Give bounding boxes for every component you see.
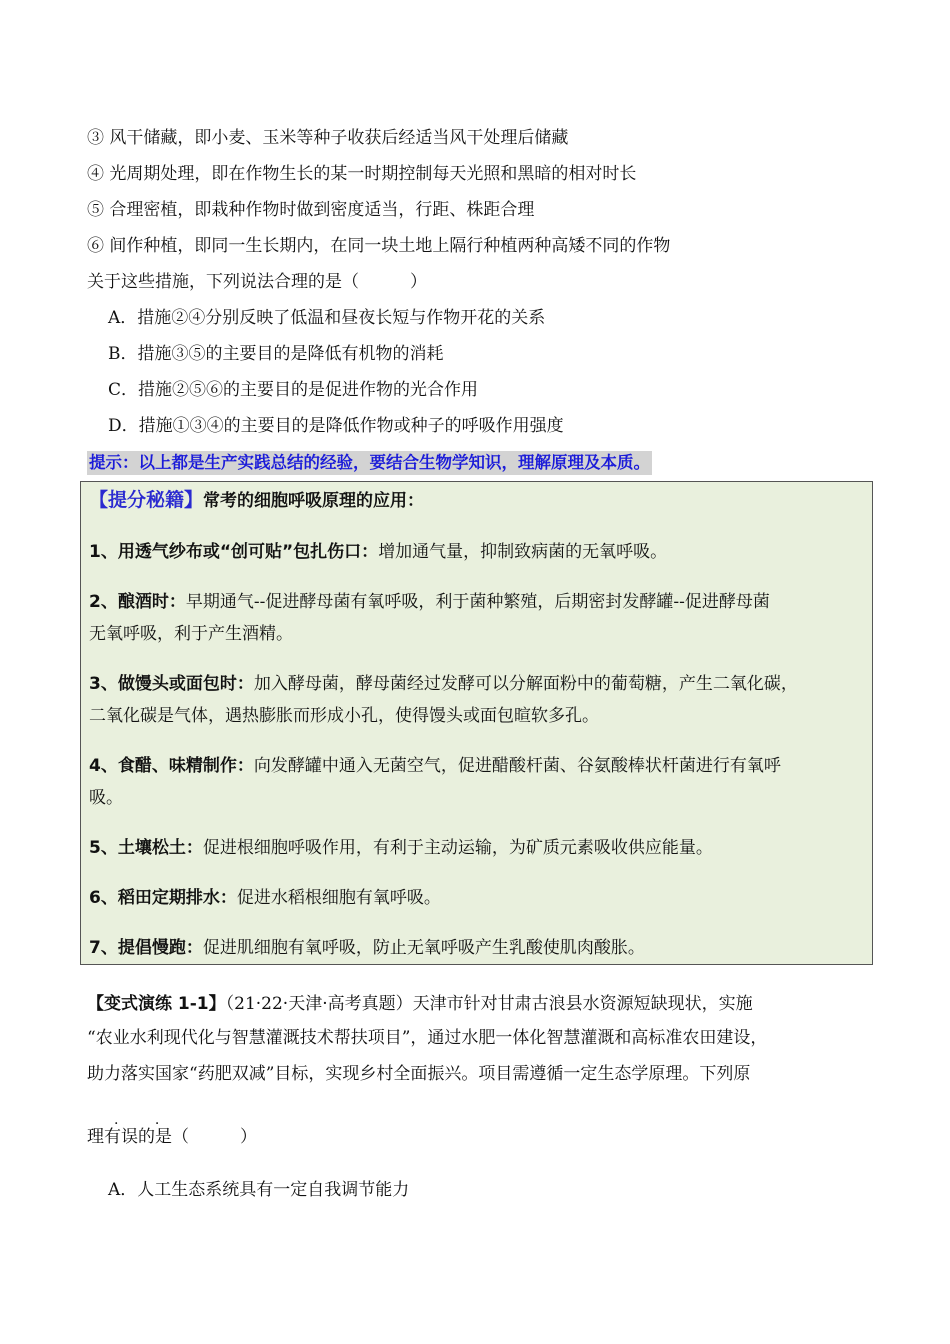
tip-item-3 [89, 672, 798, 696]
tip-box-title: 常考的细胞呼吸原理的应用： [203, 491, 425, 511]
hint-banner: 提示：以上都是生产实践总结的经验，要结合生物学知识，理解原理及本质。 [87, 451, 652, 475]
tip-item-text: 增加通气量，抑制致病菌的无氧呼吸。 [378, 542, 668, 562]
tip-item-label: 1、用透气纱布或“创可贴”包扎伤口： [89, 542, 379, 562]
measure-line-6: ⑥ 间作种植，即同一生长期内，在同一块土地上隔行种植两种高矮不同的作物 [87, 236, 671, 256]
option-c[interactable]: C．措施②⑤⑥的主要目的是促进作物的光合作用 [108, 380, 479, 400]
tip-item-2-cont: 无氧呼吸，利于产生酒精。 [89, 624, 293, 644]
tip-item-label: 5、土壤松土： [89, 838, 203, 858]
measure-line-4: ④ 光周期处理，即在作物生长的某一时期控制每天光照和黑暗的相对时长 [87, 164, 637, 184]
tip-item-label: 2、酿酒时： [89, 592, 186, 612]
tip-item-3-cont: 二氧化碳是气体，遇热膨胀而形成小孔，使得馒头或面包暄软多孔。 [89, 706, 599, 726]
measure-line-5: ⑤ 合理密植，即栽种作物时做到密度适当，行距、株距合理 [87, 200, 535, 220]
emphasis-dots: . . [114, 1112, 176, 1128]
tip-box-header [89, 488, 424, 513]
tip-item-2 [89, 590, 770, 614]
exercise-label: 【变式演练 1-1】 [87, 994, 226, 1014]
tip-item-4 [89, 754, 781, 778]
measure-line-3: ③ 风干储藏，即小麦、玉米等种子收获后经适当风干处理后储藏 [87, 128, 569, 148]
exercise-line-1 [87, 992, 753, 1016]
exercise-line-3: 助力落实国家“药肥双减”目标，实现乡村全面振兴。项目需遵循一定生态学原理。下列原 [87, 1064, 751, 1084]
tip-item-7 [89, 936, 645, 960]
tip-item-5 [89, 836, 713, 860]
tip-item-text: 促进水稻根细胞有氧呼吸。 [236, 888, 441, 908]
exercise-line-2: “农业水利现代化与智慧灌溉技术帮扶项目”，通过水肥一体化智慧灌溉和高标准农田建设， [87, 1028, 768, 1048]
tip-item-text: 促进肌细胞有氧呼吸，防止无氧呼吸产生乳酸使肌肉酸胀。 [202, 938, 645, 958]
exercise-option-a[interactable]: A．人工生态系统具有一定自我调节能力 [108, 1180, 410, 1200]
tip-item-4-cont: 吸。 [89, 788, 123, 808]
tip-item-label: 6、稻田定期排水： [89, 888, 237, 908]
tip-item-text: 向发酵罐中通入无菌空气，促进醋酸杆菌、谷氨酸棒状杆菌进行有氧呼 [253, 756, 781, 776]
tip-item-text: 加入酵母菌，酵母菌经过发酵可以分解面粉中的葡萄糖，产生二氧化碳， [253, 674, 798, 694]
exercise-text: 天津市针对甘肃古浪县水资源短缺现状，实施 [412, 994, 753, 1014]
option-d[interactable]: D．措施①③④的主要目的是降低作物或种子的呼吸作用强度 [108, 416, 564, 436]
exercise-source: （21·22·天津·高考真题） [225, 994, 413, 1014]
tip-item-text: 促进根细胞呼吸作用，有利于主动运输，为矿质元素吸收供应能量。 [202, 838, 713, 858]
tip-item-1 [89, 540, 667, 564]
exercise-line-4: 理有误的是（ ） [87, 1127, 257, 1147]
tip-box [80, 481, 873, 965]
tip-item-6 [89, 886, 441, 910]
option-a[interactable]: A．措施②④分别反映了低温和昼夜长短与作物开花的关系 [108, 308, 546, 328]
tip-item-label: 3、做馒头或面包时： [89, 674, 254, 694]
tip-item-label: 4、食醋、味精制作： [89, 756, 254, 776]
tip-item-label: 7、提倡慢跑： [89, 938, 203, 958]
tip-item-text: 早期通气--促进酵母菌有氧呼吸，利于菌种繁殖，后期密封发酵罐--促进酵母菌 [185, 592, 770, 612]
option-b[interactable]: B．措施③⑤的主要目的是降低有机物的消耗 [108, 344, 444, 364]
tip-box-tag: 【提分秘籍】 [89, 489, 204, 511]
question-stem: 关于这些措施，下列说法合理的是（ ） [87, 272, 427, 292]
